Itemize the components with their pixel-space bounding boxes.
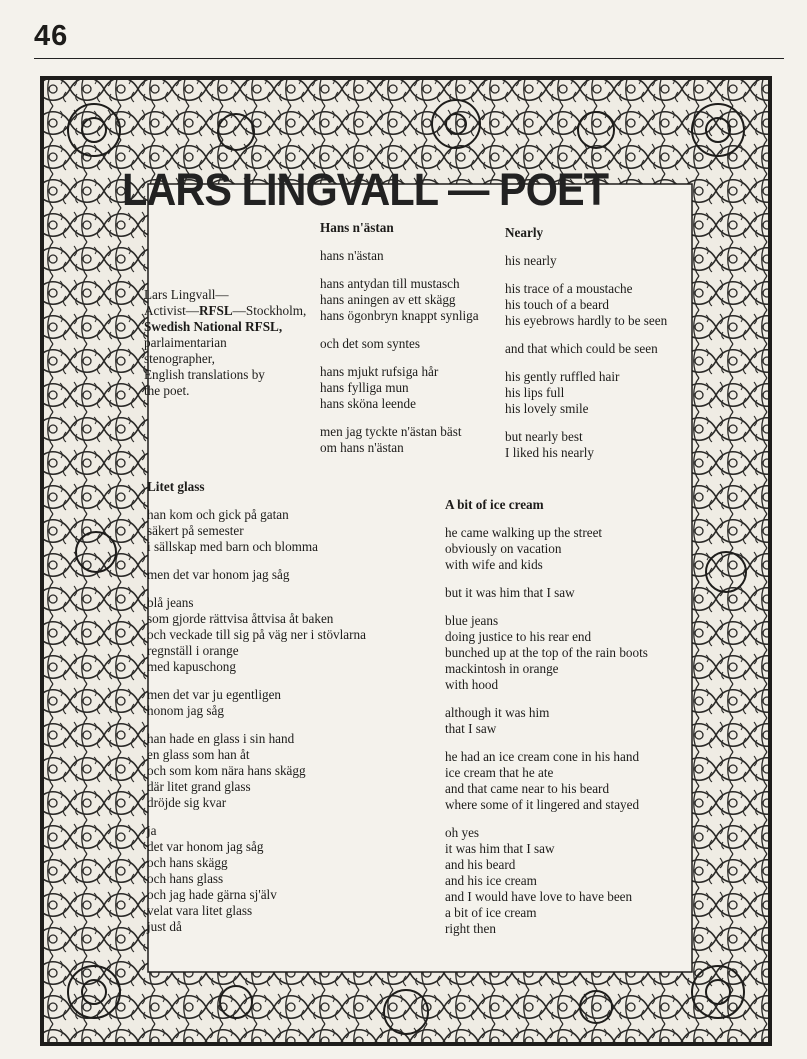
poem-line: where some of it lingered and stayed bbox=[445, 797, 640, 812]
poem-title: Nearly bbox=[505, 225, 544, 240]
poem-line: hans ögonbryn knappt synliga bbox=[320, 308, 479, 323]
poem-title: Hans n'ästan bbox=[320, 220, 394, 235]
author-intro bbox=[144, 287, 329, 399]
poem-line: with hood bbox=[445, 677, 499, 692]
poem-line: his touch of a beard bbox=[505, 297, 609, 312]
poem-line: där litet grand glass bbox=[147, 779, 251, 794]
poem-line: that I saw bbox=[445, 721, 497, 736]
poem-line: he came walking up the street bbox=[445, 525, 603, 540]
poem-line: och det som syntes bbox=[320, 336, 420, 351]
poem-line: blå jeans bbox=[147, 595, 194, 610]
stanza-gap bbox=[320, 236, 479, 248]
poem-line: his eyebrows hardly to be seen bbox=[505, 313, 668, 328]
intro-line: parlaimentarian bbox=[144, 335, 227, 350]
poem-line: obviously on vacation bbox=[445, 541, 562, 556]
poem-line: his trace of a moustache bbox=[505, 281, 633, 296]
poem-line: hans aningen av ett skägg bbox=[320, 292, 456, 307]
poem-line: och hans skägg bbox=[147, 855, 228, 870]
poem-line: oh yes bbox=[445, 825, 480, 840]
poem-line: mackintosh in orange bbox=[445, 661, 559, 676]
stanza-gap bbox=[445, 813, 648, 825]
poem-line: a bit of ice cream bbox=[445, 905, 537, 920]
intro-org-rfsl: RFSL bbox=[198, 303, 233, 318]
page-title: LARS LINGVALL — POET bbox=[122, 164, 609, 215]
poem-line: I liked his nearly bbox=[505, 445, 594, 460]
stanza-gap bbox=[445, 601, 648, 613]
poem-title: Litet glass bbox=[147, 479, 205, 494]
poem-line: hans sköna leende bbox=[320, 396, 416, 411]
stanza-gap bbox=[147, 719, 366, 731]
stanza-gap bbox=[505, 269, 667, 281]
poem-line: hans mjukt rufsiga hår bbox=[320, 364, 439, 379]
poem-line: his lips full bbox=[505, 385, 565, 400]
poem-line: velat vara litet glass bbox=[147, 903, 253, 918]
poem-line: hans antydan till mustasch bbox=[320, 276, 460, 291]
intro-line: the poet. bbox=[144, 383, 190, 398]
poem-line: regnställ i orange bbox=[147, 643, 239, 658]
intro-line: Swedish National RFSL, bbox=[144, 319, 283, 334]
poem-line: right then bbox=[445, 921, 496, 936]
poem-line: säkert på semester bbox=[147, 523, 244, 538]
poem-line: bunched up at the top of the rain boots bbox=[445, 645, 648, 660]
stanza-gap bbox=[320, 352, 479, 364]
poem-line: his lovely smile bbox=[505, 401, 589, 416]
poem-line: although it was him bbox=[445, 705, 550, 720]
stanza-gap bbox=[505, 357, 667, 369]
stanza-gap bbox=[445, 737, 648, 749]
poem-line: hans n'ästan bbox=[320, 248, 384, 263]
stanza-gap bbox=[147, 495, 366, 507]
poem-line: men jag tyckte n'ästan bäst bbox=[320, 424, 462, 439]
stanza-gap bbox=[320, 412, 479, 424]
poem-line: and his ice cream bbox=[445, 873, 537, 888]
stanza-gap bbox=[445, 513, 648, 525]
stanza-gap bbox=[147, 555, 366, 567]
poem-line: dröjde sig kvar bbox=[147, 795, 227, 810]
poem-nearly bbox=[505, 225, 667, 461]
poem-line: just då bbox=[147, 919, 182, 934]
poem-line: his nearly bbox=[505, 253, 557, 268]
stanza-gap bbox=[445, 573, 648, 585]
stanza-gap bbox=[320, 264, 479, 276]
poem-line: and his beard bbox=[445, 857, 516, 872]
poem-a-bit-of-ice-cream bbox=[445, 497, 648, 937]
intro-line: stenographer, bbox=[144, 351, 215, 366]
stanza-gap bbox=[445, 693, 648, 705]
poem-line: he had an ice cream cone in his hand bbox=[445, 749, 640, 764]
poem-line: och som kom nära hans skägg bbox=[147, 763, 306, 778]
header-rule bbox=[34, 58, 784, 59]
poem-line: men det var honom jag såg bbox=[147, 567, 290, 582]
poem-line: ice cream that he ate bbox=[445, 765, 554, 780]
poem-line: det var honom jag såg bbox=[147, 839, 264, 854]
stanza-gap bbox=[505, 329, 667, 341]
poem-line: och hans glass bbox=[147, 871, 224, 886]
poem-line: and I would have love to have been bbox=[445, 889, 633, 904]
poem-line: his gently ruffled hair bbox=[505, 369, 620, 384]
stanza-gap bbox=[320, 324, 479, 336]
poem-line: hans fylliga mun bbox=[320, 380, 409, 395]
poem-line: but it was him that I saw bbox=[445, 585, 575, 600]
stanza-gap bbox=[147, 583, 366, 595]
poem-line: and that came near to his beard bbox=[445, 781, 610, 796]
intro-line: Activist—RFSL—Stockholm, bbox=[144, 303, 307, 318]
page-number: 46 bbox=[34, 20, 69, 52]
poem-line: med kapuschong bbox=[147, 659, 236, 674]
poem-line: och jag hade gärna sj'älv bbox=[147, 887, 277, 902]
poem-line: but nearly best bbox=[505, 429, 583, 444]
poem-hans-nastan bbox=[320, 220, 479, 456]
poem-line: honom jag såg bbox=[147, 703, 224, 718]
poem-line: han hade en glass i sin hand bbox=[147, 731, 295, 746]
poem-line: en glass som han åt bbox=[147, 747, 250, 762]
poem-line: om hans n'ästan bbox=[320, 440, 404, 455]
stanza-gap bbox=[505, 241, 667, 253]
poem-line: men det var ju egentligen bbox=[147, 687, 282, 702]
intro-line: English translations by bbox=[144, 367, 265, 382]
intro-line: Lars Lingvall— bbox=[144, 287, 229, 302]
poem-title: A bit of ice cream bbox=[445, 497, 544, 512]
poem-line: doing justice to his rear end bbox=[445, 629, 592, 644]
stanza-gap bbox=[505, 417, 667, 429]
poem-line: ja bbox=[147, 823, 157, 838]
poem-line: it was him that I saw bbox=[445, 841, 555, 856]
poem-line: och veckade till sig på väg ner i stövlarna bbox=[147, 627, 366, 642]
poem-line: with wife and kids bbox=[445, 557, 543, 572]
poem-line: som gjorde rättvisa åttvisa åt baken bbox=[147, 611, 334, 626]
poem-line: han kom och gick på gatan bbox=[147, 507, 289, 522]
poem-line: blue jeans bbox=[445, 613, 499, 628]
poem-litet-glass bbox=[147, 479, 366, 935]
stanza-gap bbox=[147, 675, 366, 687]
stanza-gap bbox=[147, 811, 366, 823]
poem-line: i sällskap med barn och blomma bbox=[147, 539, 319, 554]
poem-line: and that which could be seen bbox=[505, 341, 658, 356]
